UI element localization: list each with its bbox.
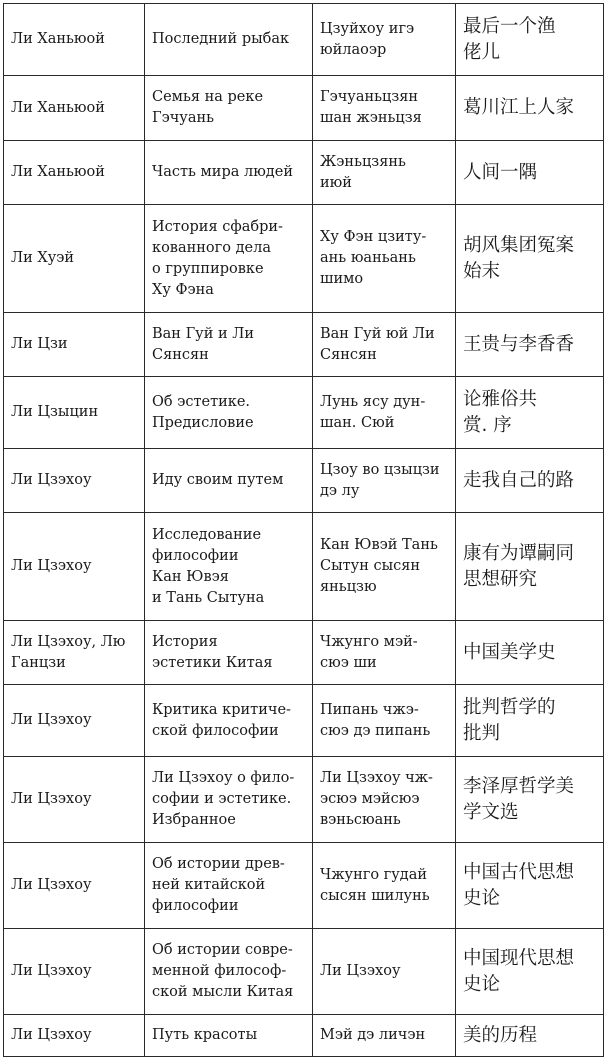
- russian-title-cell: История сфабри- кованного дела о группировке Ху Фэна: [145, 205, 313, 313]
- chinese-title-cell: 走我自己的路: [456, 449, 604, 513]
- author-cell: Ли Цзэхоу: [4, 757, 145, 843]
- russian-title-cell: Об эстетике. Предисловие: [145, 377, 313, 449]
- transliteration-cell: Лунь ясу дун- шан. Сюй: [313, 377, 456, 449]
- table-row: [4, 1015, 604, 1057]
- chinese-title-cell: 中国美学史: [456, 621, 604, 685]
- chinese-title-cell: 人间一隅: [456, 141, 604, 205]
- transliteration-cell: Цзуйхоу игэ юйлаоэр: [313, 4, 456, 76]
- author-cell: Ли Ханьюой: [4, 76, 145, 141]
- chinese-title-cell: 批判哲学的 批判: [456, 685, 604, 757]
- chinese-title-cell: 康有为谭嗣同 思想研究: [456, 513, 604, 621]
- author-cell: Ли Цзэхоу: [4, 843, 145, 929]
- transliteration-cell: Кан Ювэй Тань Сытун сысян яньцзю: [313, 513, 456, 621]
- chinese-title-cell: 中国古代思想 史论: [456, 843, 604, 929]
- author-cell: Ли Цзыцин: [4, 377, 145, 449]
- russian-title-cell: История эстетики Китая: [145, 621, 313, 685]
- russian-title-cell: Семья на реке Гэчуань: [145, 76, 313, 141]
- bibliography-table: [3, 3, 604, 1057]
- transliteration-cell: Жэньцзянь июй: [313, 141, 456, 205]
- transliteration-cell: Мэй дэ личэн: [313, 1015, 456, 1057]
- table-row: [4, 4, 604, 76]
- russian-title-cell: Иду своим путем: [145, 449, 313, 513]
- chinese-title-cell: 葛川江上人家: [456, 76, 604, 141]
- chinese-title-cell: 最后一个渔 佬儿: [456, 4, 604, 76]
- transliteration-cell: Гэчуаньцзян шан жэньцзя: [313, 76, 456, 141]
- table-row: [4, 757, 604, 843]
- russian-title-cell: Ли Цзэхоу о фило- софии и эстетике. Избранное: [145, 757, 313, 843]
- chinese-title-cell: 王贵与李香香: [456, 313, 604, 377]
- russian-title-cell: Последний рыбак: [145, 4, 313, 76]
- russian-title-cell: Часть мира людей: [145, 141, 313, 205]
- transliteration-cell: Ху Фэн цзиту- ань юаньань шимо: [313, 205, 456, 313]
- chinese-title-cell: 美的历程: [456, 1015, 604, 1057]
- transliteration-cell: Ли Цзэхоу чж- эсюэ мэйсюэ вэньсюань: [313, 757, 456, 843]
- author-cell: Ли Цзи: [4, 313, 145, 377]
- author-cell: Ли Цзэхоу: [4, 513, 145, 621]
- russian-title-cell: Об истории совре- менной философ- ской мысли Китая: [145, 929, 313, 1015]
- russian-title-cell: Об истории древ- ней китайской философии: [145, 843, 313, 929]
- chinese-title-cell: 胡风集团冤案 始末: [456, 205, 604, 313]
- transliteration-cell: Ли Цзэхоу: [313, 929, 456, 1015]
- russian-title-cell: Критика критиче- ской философии: [145, 685, 313, 757]
- russian-title-cell: Путь красоты: [145, 1015, 313, 1057]
- transliteration-cell: Ван Гуй юй Ли Сянсян: [313, 313, 456, 377]
- author-cell: Ли Ханьюой: [4, 4, 145, 76]
- author-cell: Ли Ханьюой: [4, 141, 145, 205]
- author-cell: Ли Цзэхоу: [4, 685, 145, 757]
- transliteration-cell: Чжунго мэй- сюэ ши: [313, 621, 456, 685]
- table-row: [4, 449, 604, 513]
- table-row: [4, 76, 604, 141]
- author-cell: Ли Цзэхоу, Лю Ганцзи: [4, 621, 145, 685]
- transliteration-cell: Чжунго гудай сысян шилунь: [313, 843, 456, 929]
- russian-title-cell: Ван Гуй и Ли Сянсян: [145, 313, 313, 377]
- table-row: [4, 141, 604, 205]
- chinese-title-cell: 中国现代思想 史论: [456, 929, 604, 1015]
- table-row: [4, 685, 604, 757]
- russian-title-cell: Исследование философии Кан Ювэя и Тань Сытуна: [145, 513, 313, 621]
- table-row: [4, 513, 604, 621]
- table-row: [4, 929, 604, 1015]
- author-cell: Ли Цзэхоу: [4, 449, 145, 513]
- table-row: [4, 377, 604, 449]
- table-row: [4, 205, 604, 313]
- table-row: [4, 313, 604, 377]
- author-cell: Ли Цзэхоу: [4, 1015, 145, 1057]
- transliteration-cell: Цзоу во цзыцзи дэ лу: [313, 449, 456, 513]
- table-row: [4, 621, 604, 685]
- chinese-title-cell: 论雅俗共 赏. 序: [456, 377, 604, 449]
- table-row: [4, 843, 604, 929]
- transliteration-cell: Пипань чжэ- сюэ дэ пипань: [313, 685, 456, 757]
- chinese-title-cell: 李泽厚哲学美 学文选: [456, 757, 604, 843]
- author-cell: Ли Цзэхоу: [4, 929, 145, 1015]
- author-cell: Ли Хуэй: [4, 205, 145, 313]
